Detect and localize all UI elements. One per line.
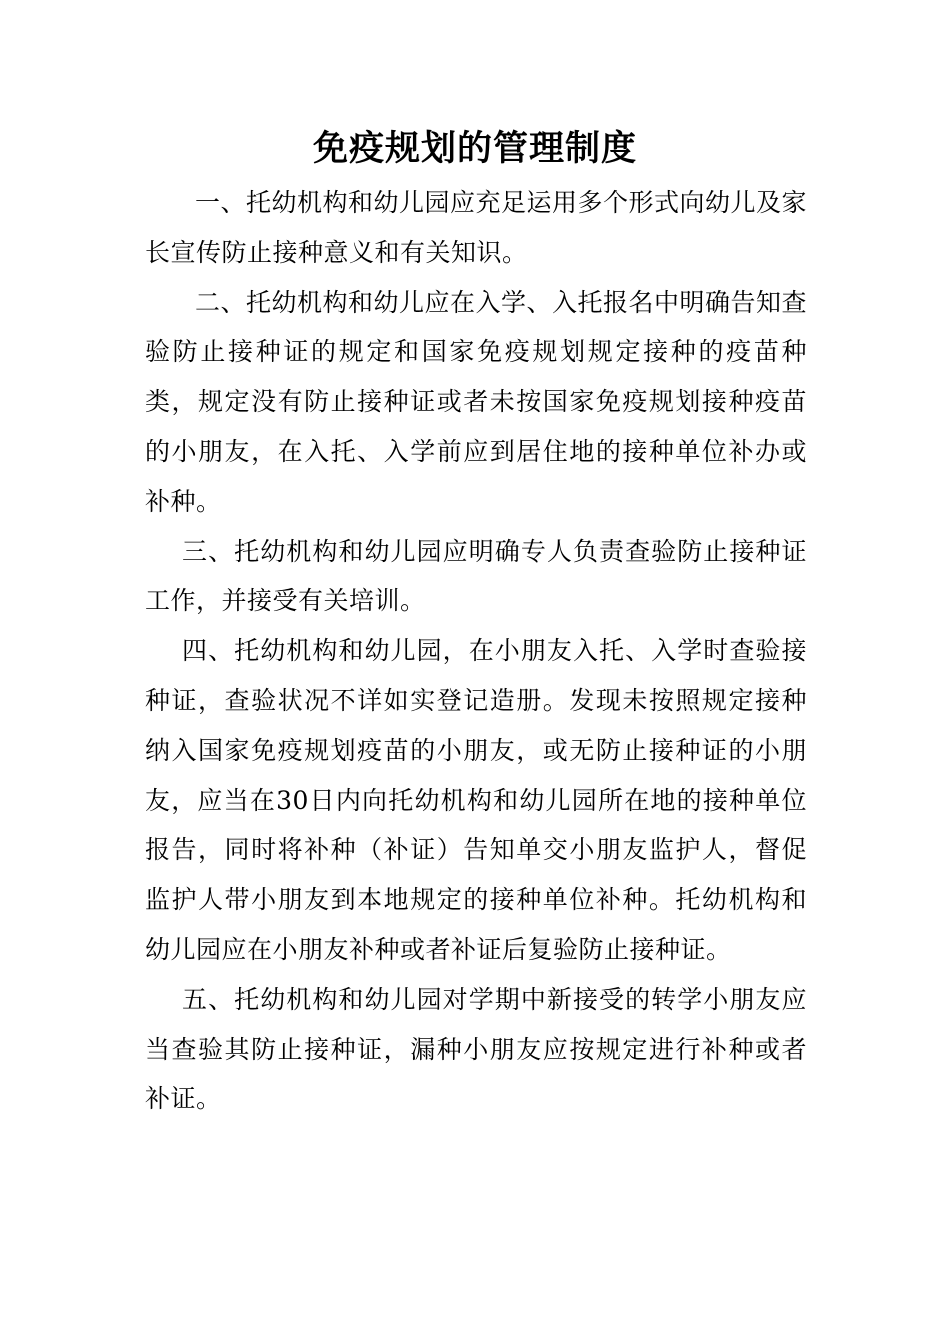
paragraph-1: 一、托幼机构和幼儿园应充足运用多个形式向幼儿及家长宣传防止接种意义和有关知识。 <box>145 188 808 267</box>
paragraph-2: 二、托幼机构和幼儿应在入学、入托报名中明确告知查验防止接种证的规定和国家免疫规划规定接种的疫苗种类，规定没有防止接种证或者未按国家免疫规划接种疫苗的小朋友，在入托、入学前应到居住地的接种单位补办或补种。 <box>145 287 808 516</box>
document-body <box>145 178 807 1124</box>
paragraph-3: 三、托幼机构和幼儿园应明确专人负责查验防止接种证工作，并接受有关培训。 <box>145 536 807 616</box>
document-title: 免疫规划的管理制度 <box>312 128 637 169</box>
paragraph-5: 五、托幼机构和幼儿园对学期中新接受的转学小朋友应当查验其防止接种证，漏种小朋友应按规定进行补种或者补证。 <box>145 984 807 1114</box>
paragraph-4: 四、托幼机构和幼儿园，在小朋友入托、入学时查验接种证，查验状况不详如实登记造册。发现未按照规定接种纳入国家免疫规划疫苗的小朋友，或无防止接种证的小朋友，应当在30日内向托幼机构和幼儿园所在地的接种单位报告，同时将补种（补证）告知单交小朋友监护人，督促监护人带小朋友到本地规定的接种单位补种。托幼机构和幼儿园应在小朋友补种或者补证后复验防止接种证。 <box>145 636 807 964</box>
